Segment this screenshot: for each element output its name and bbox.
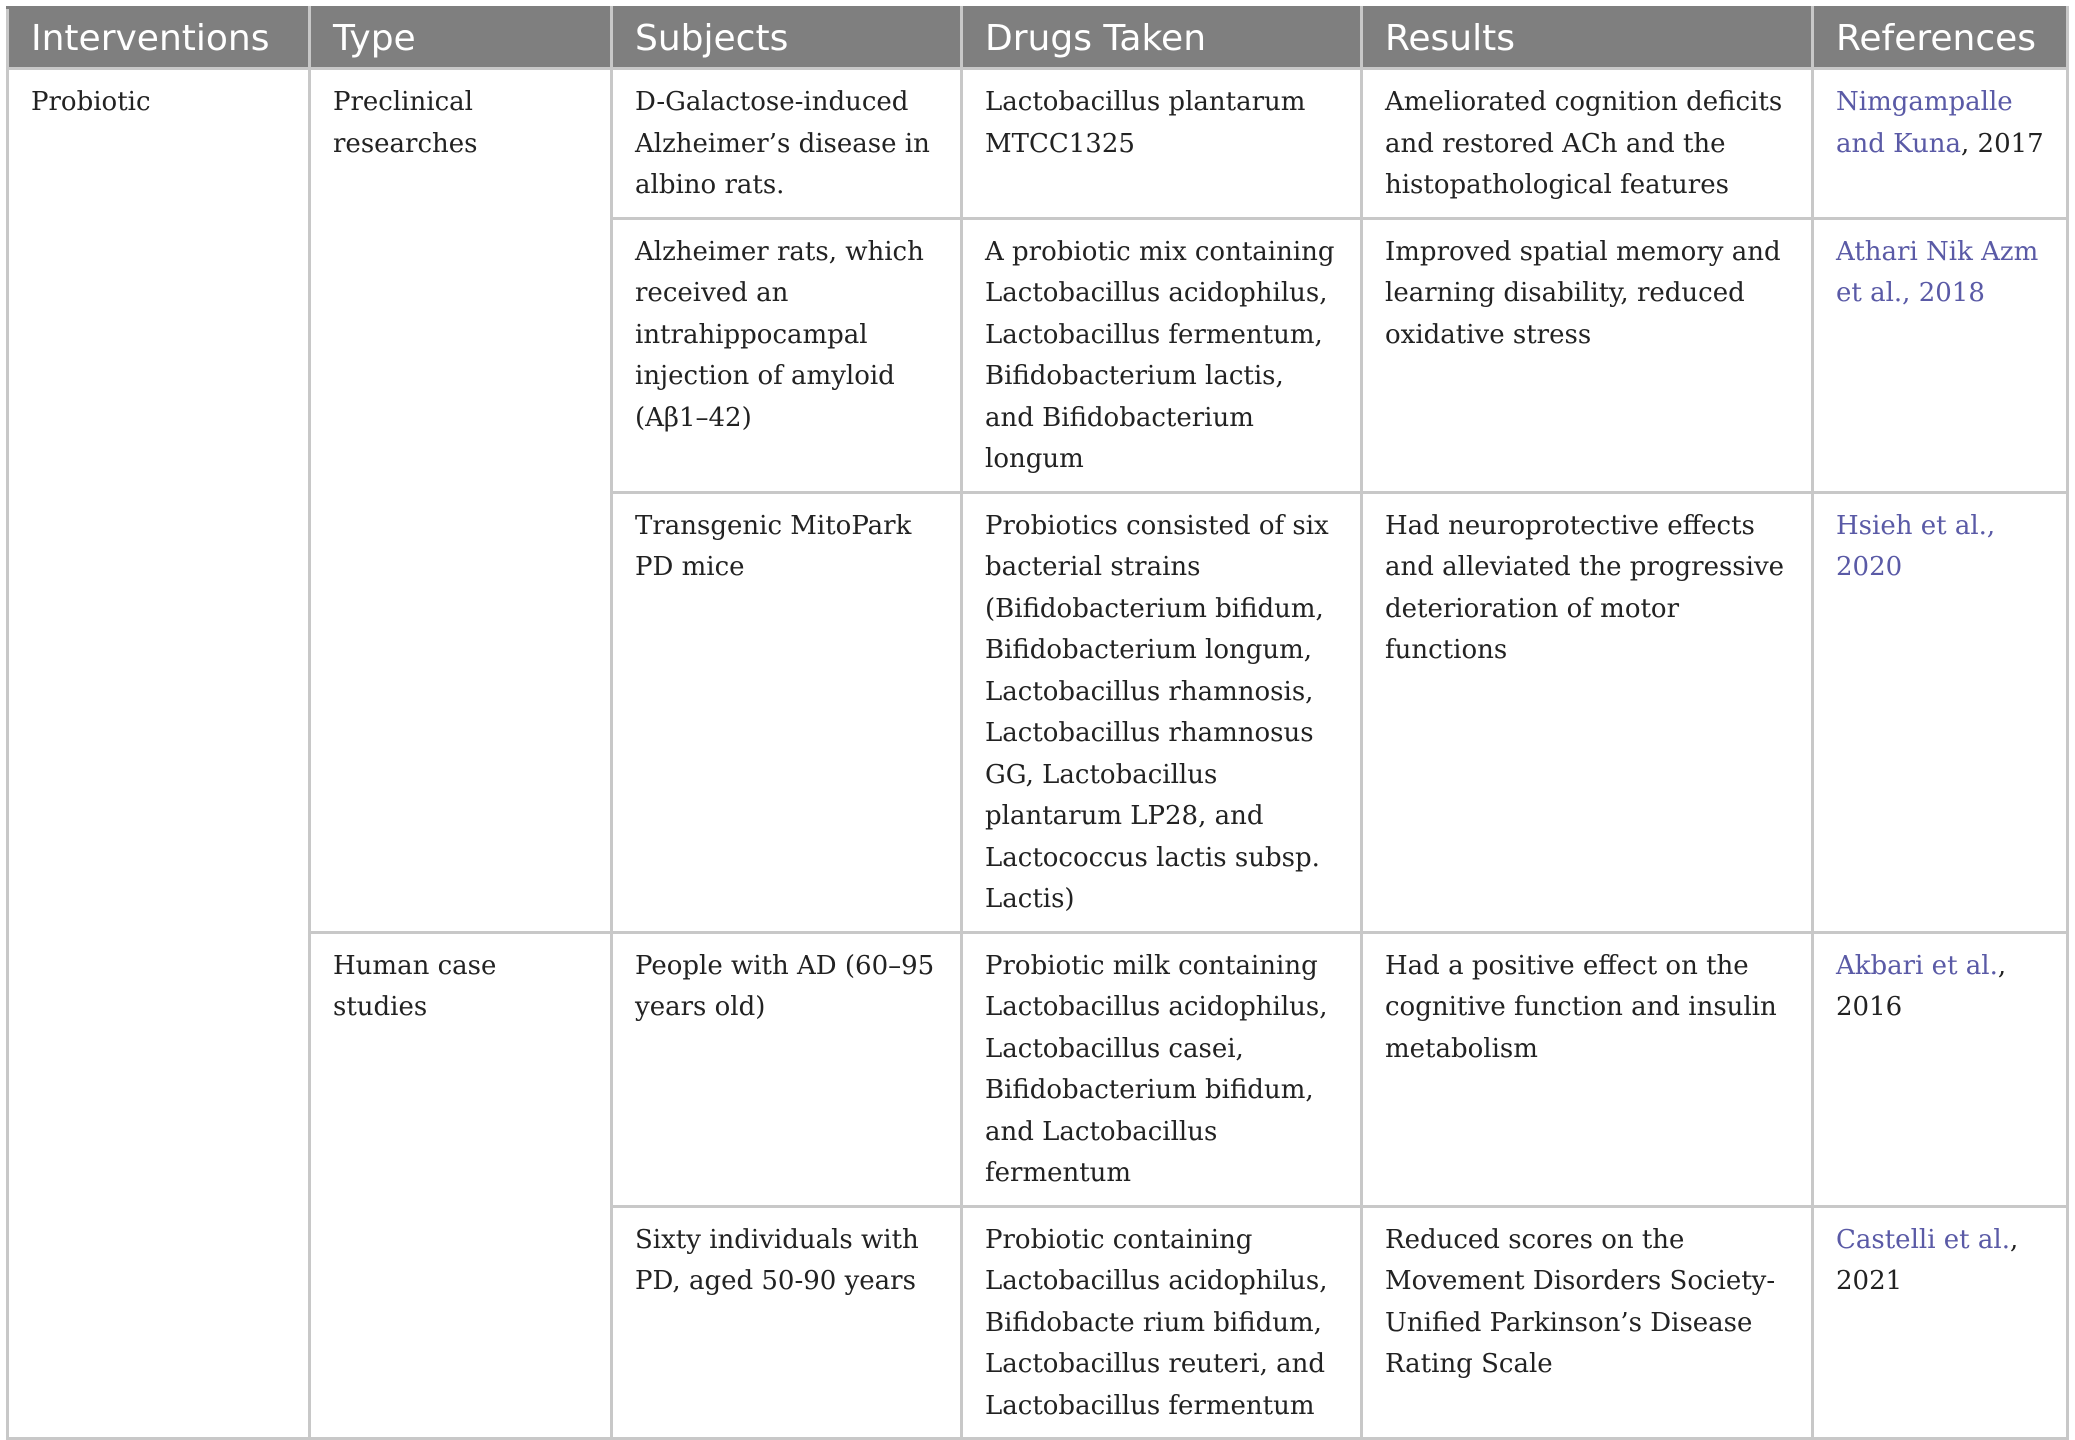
drugs-cell: Probiotic milk containing Lactobacillus acidophilus, Lactobacillus casei, Bifidobacterium bifidum, and Lactobacillus fermentum (962, 932, 1362, 1206)
header-results: Results (1362, 8, 1813, 69)
reference-link[interactable]: Akbari et al. (1836, 950, 1998, 981)
interventions-table (6, 6, 2069, 1440)
subjects-cell: D-Galactose-induced Alzheimer’s disease in albino rats. (612, 69, 962, 219)
subjects-cell: Sixty individuals with PD, aged 50-90 years (612, 1206, 962, 1439)
header-subjects: Subjects (612, 8, 962, 69)
table-row (8, 932, 2068, 1206)
subjects-cell: People with AD (60–95 years old) (612, 932, 962, 1206)
results-cell: Ameliorated cognition deficits and restored ACh and the histopathological features (1362, 69, 1813, 219)
drugs-cell: Lactobacillus plantarum MTCC1325 (962, 69, 1362, 219)
subjects-cell: Transgenic MitoPark PD mice (612, 492, 962, 932)
reference-link[interactable]: Hsieh et al., 2020 (1836, 510, 1996, 582)
reference-year: , 2016 (1836, 950, 2007, 1022)
intervention-cell: Probiotic (8, 69, 310, 1439)
header-drugs-taken: Drugs Taken (962, 8, 1362, 69)
reference-year: , 2021 (1836, 1224, 2019, 1296)
reference-cell (1813, 69, 2068, 219)
reference-cell (1813, 492, 2068, 932)
reference-cell (1813, 218, 2068, 492)
results-cell: Had neuroprotective effects and alleviated the progressive deterioration of motor functions (1362, 492, 1813, 932)
reference-link[interactable]: Nimgampalle and Kuna (1836, 87, 2013, 159)
header-type: Type (310, 8, 612, 69)
reference-link[interactable]: Athari Nik Azm et al., 2018 (1836, 236, 2039, 308)
drugs-cell: Probiotic containing Lactobacillus acidophilus, Bifidobacte rium bifidum, Lactobacillus reuteri, and Lactobacillus fermentum (962, 1206, 1362, 1439)
header-references: References (1813, 8, 2068, 69)
drugs-cell: Probiotics consisted of six bacterial strains (Bifidobacterium bifidum, Bifidobacterium longum, Lactobacillus rhamnosis, Lactobacillus rhamnosus GG, Lactobacillus plantarum LP28, and Lactococcus lactis subsp. Lactis) (962, 492, 1362, 932)
subjects-cell: Alzheimer rats, which received an intrahippocampal injection of amyloid (Aβ1–42) (612, 218, 962, 492)
reference-cell (1813, 932, 2068, 1206)
results-cell: Reduced scores on the Movement Disorders Society-Unified Parkinson’s Disease Rating Scale (1362, 1206, 1813, 1439)
table-row (8, 69, 2068, 219)
reference-year: , 2017 (1961, 128, 2044, 159)
drugs-cell: A probiotic mix containing Lactobacillus acidophilus, Lactobacillus fermentum, Bifidobacterium lactis, and Bifidobacterium longum (962, 218, 1362, 492)
header-row (8, 8, 2068, 69)
reference-link[interactable]: Castelli et al. (1836, 1224, 2010, 1255)
reference-cell (1813, 1206, 2068, 1439)
results-cell: Improved spatial memory and learning disability, reduced oxidative stress (1362, 218, 1813, 492)
header-interventions: Interventions (8, 8, 310, 69)
results-cell: Had a positive effect on the cognitive function and insulin metabolism (1362, 932, 1813, 1206)
type-cell-preclinical: Preclinical researches (310, 69, 612, 933)
type-cell-human: Human case studies (310, 932, 612, 1439)
